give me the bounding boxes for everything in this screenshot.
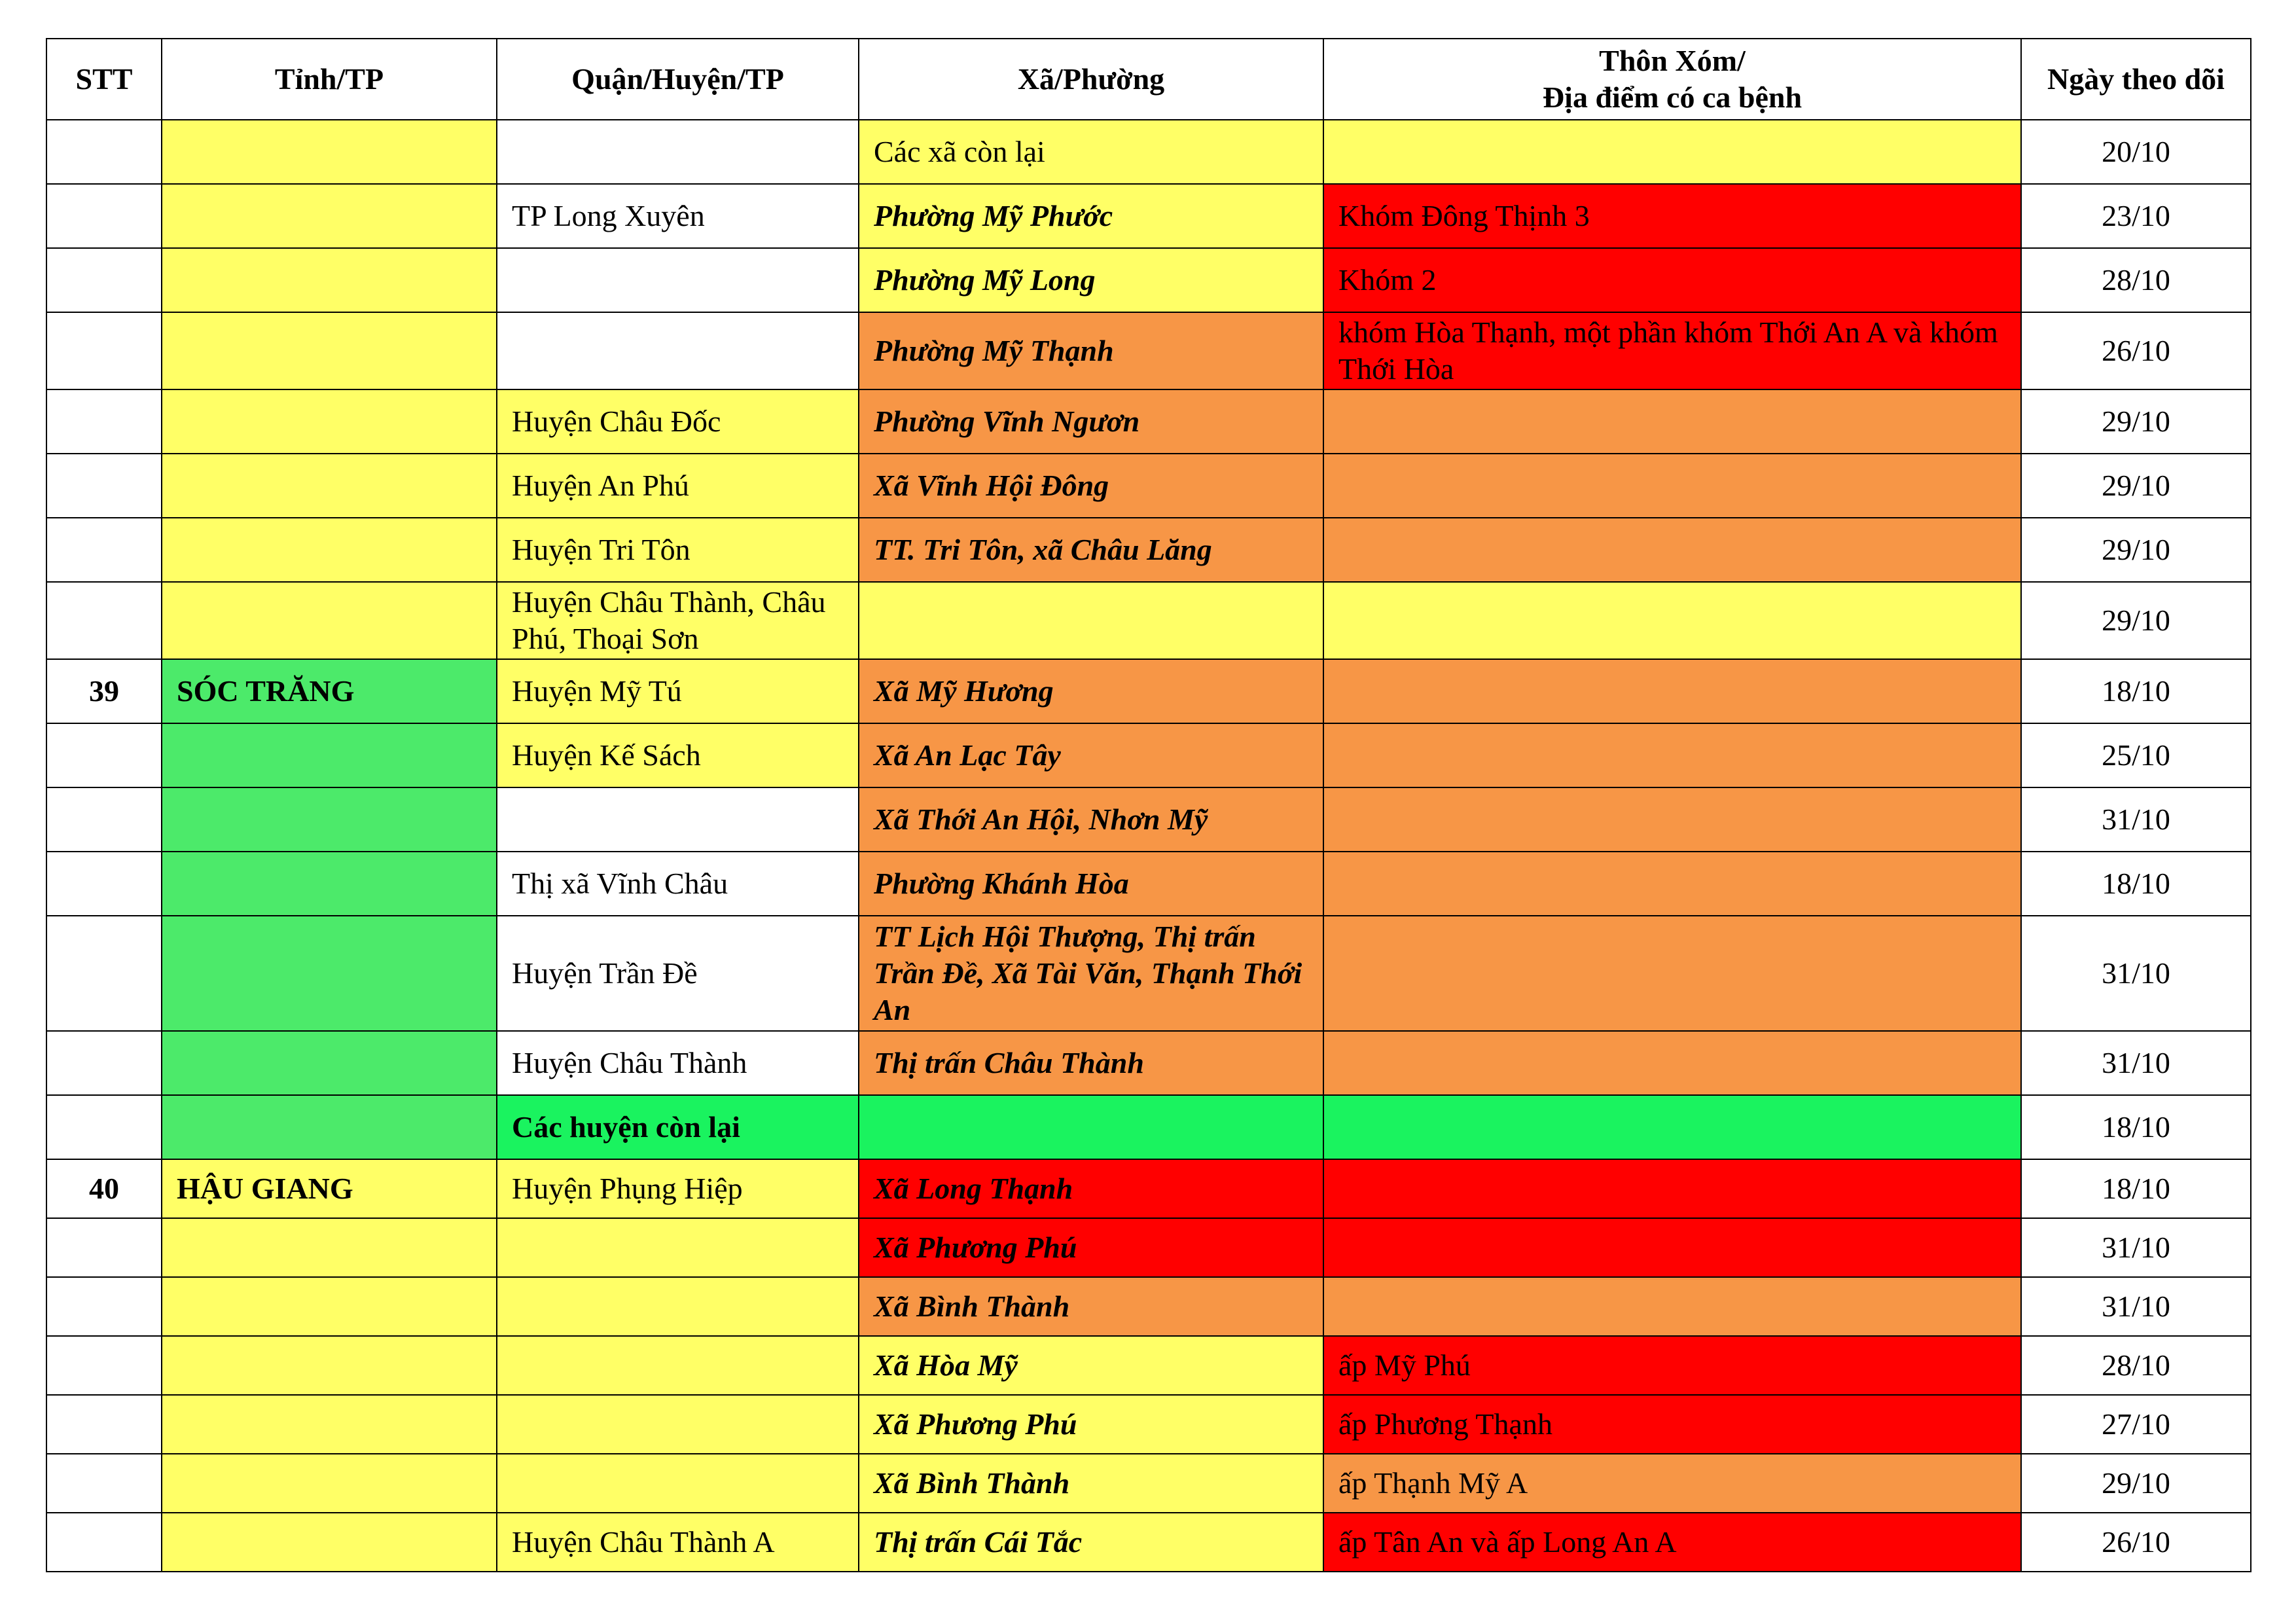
- date-cell: 29/10: [2021, 518, 2251, 582]
- table-row: [46, 518, 2251, 582]
- ward-cell: Xã Phương Phú: [859, 1395, 1323, 1454]
- table-row: [46, 659, 2251, 723]
- hamlet-cell: [1323, 1031, 2021, 1095]
- province-cell: [162, 1031, 497, 1095]
- province-cell: [162, 787, 497, 852]
- district-cell: Huyện Châu Thành A: [497, 1513, 859, 1572]
- ward-cell: TT. Tri Tôn, xã Châu Lăng: [859, 518, 1323, 582]
- district-cell: Huyện Phụng Hiệp: [497, 1159, 859, 1218]
- province-cell: [162, 184, 497, 248]
- hamlet-cell: [1323, 787, 2021, 852]
- stt-cell: [46, 312, 162, 389]
- district-cell: [497, 120, 859, 184]
- table-row: [46, 1513, 2251, 1572]
- province-cell: [162, 1454, 497, 1513]
- table-row: [46, 852, 2251, 916]
- hamlet-cell: ấp Thạnh Mỹ A: [1323, 1454, 2021, 1513]
- hamlet-cell: Khóm Đông Thịnh 3: [1323, 184, 2021, 248]
- table-row: [46, 1218, 2251, 1277]
- date-cell: 31/10: [2021, 1277, 2251, 1336]
- hamlet-cell: Khóm 2: [1323, 248, 2021, 312]
- hamlet-cell: [1323, 723, 2021, 787]
- hamlet-cell: ấp Mỹ Phú: [1323, 1336, 2021, 1395]
- table-row: [46, 454, 2251, 518]
- table-row: [46, 184, 2251, 248]
- table-row: [46, 389, 2251, 454]
- stt-cell: [46, 1095, 162, 1159]
- province-cell: [162, 1395, 497, 1454]
- table-row: [46, 120, 2251, 184]
- table-row: [46, 787, 2251, 852]
- ward-cell: [859, 1095, 1323, 1159]
- date-cell: 31/10: [2021, 787, 2251, 852]
- province-cell: [162, 916, 497, 1031]
- ward-cell: Các xã còn lại: [859, 120, 1323, 184]
- hamlet-cell: [1323, 582, 2021, 659]
- province-cell: SÓC TRĂNG: [162, 659, 497, 723]
- date-cell: 20/10: [2021, 120, 2251, 184]
- ward-cell: Xã Bình Thành: [859, 1454, 1323, 1513]
- hamlet-cell: [1323, 1159, 2021, 1218]
- district-cell: Huyện Trần Đề: [497, 916, 859, 1031]
- district-cell: Huyện Tri Tôn: [497, 518, 859, 582]
- province-cell: [162, 1277, 497, 1336]
- risk-level-table: [46, 38, 2251, 1572]
- province-cell: [162, 312, 497, 389]
- stt-cell: [46, 1336, 162, 1395]
- stt-cell: [46, 1513, 162, 1572]
- province-cell: [162, 1513, 497, 1572]
- ward-cell: Phường Mỹ Thạnh: [859, 312, 1323, 389]
- district-cell: [497, 312, 859, 389]
- date-cell: 26/10: [2021, 312, 2251, 389]
- stt-cell: [46, 120, 162, 184]
- table-row: [46, 1454, 2251, 1513]
- district-cell: [497, 1336, 859, 1395]
- stt-cell: [46, 1218, 162, 1277]
- district-cell: [497, 1395, 859, 1454]
- table-row: [46, 916, 2251, 1031]
- province-cell: [162, 723, 497, 787]
- ward-cell: Xã Hòa Mỹ: [859, 1336, 1323, 1395]
- stt-cell: [46, 518, 162, 582]
- table-row: [46, 312, 2251, 389]
- date-cell: 23/10: [2021, 184, 2251, 248]
- table-row: [46, 582, 2251, 659]
- district-cell: TP Long Xuyên: [497, 184, 859, 248]
- date-cell: 18/10: [2021, 1159, 2251, 1218]
- header-ward: Xã/Phường: [859, 39, 1323, 120]
- district-cell: Huyện An Phú: [497, 454, 859, 518]
- province-cell: [162, 1095, 497, 1159]
- stt-cell: [46, 787, 162, 852]
- stt-cell: [46, 1277, 162, 1336]
- district-cell: Các huyện còn lại: [497, 1095, 859, 1159]
- table-row: [46, 1395, 2251, 1454]
- date-cell: 27/10: [2021, 1395, 2251, 1454]
- district-cell: [497, 1454, 859, 1513]
- header-stt: STT: [46, 39, 162, 120]
- table-row: [46, 723, 2251, 787]
- ward-cell: Xã Vĩnh Hội Đông: [859, 454, 1323, 518]
- ward-cell: Phường Mỹ Long: [859, 248, 1323, 312]
- province-cell: [162, 120, 497, 184]
- table-row: [46, 1159, 2251, 1218]
- ward-cell: Xã An Lạc Tây: [859, 723, 1323, 787]
- date-cell: 29/10: [2021, 454, 2251, 518]
- hamlet-cell: [1323, 120, 2021, 184]
- table-row: [46, 1336, 2251, 1395]
- province-cell: [162, 454, 497, 518]
- date-cell: 29/10: [2021, 389, 2251, 454]
- district-cell: [497, 1277, 859, 1336]
- date-cell: 31/10: [2021, 916, 2251, 1031]
- district-cell: Huyện Châu Thành, Châu Phú, Thoại Sơn: [497, 582, 859, 659]
- ward-cell: [859, 582, 1323, 659]
- date-cell: 18/10: [2021, 659, 2251, 723]
- hamlet-cell: ấp Tân An và ấp Long An A: [1323, 1513, 2021, 1572]
- province-cell: [162, 389, 497, 454]
- hamlet-cell: [1323, 1277, 2021, 1336]
- province-cell: HẬU GIANG: [162, 1159, 497, 1218]
- hamlet-cell: ấp Phương Thạnh: [1323, 1395, 2021, 1454]
- stt-cell: [46, 454, 162, 518]
- date-cell: 26/10: [2021, 1513, 2251, 1572]
- date-cell: 28/10: [2021, 248, 2251, 312]
- ward-cell: Phường Khánh Hòa: [859, 852, 1323, 916]
- district-cell: Huyện Kế Sách: [497, 723, 859, 787]
- district-cell: [497, 1218, 859, 1277]
- stt-cell: [46, 582, 162, 659]
- ward-cell: Xã Bình Thành: [859, 1277, 1323, 1336]
- header-hamlet-line2: Địa điểm có ca bệnh: [1542, 81, 1803, 114]
- province-cell: [162, 248, 497, 312]
- date-cell: 18/10: [2021, 852, 2251, 916]
- hamlet-cell: [1323, 518, 2021, 582]
- ward-cell: Xã Mỹ Hương: [859, 659, 1323, 723]
- header-province: Tỉnh/TP: [162, 39, 497, 120]
- hamlet-cell: khóm Hòa Thạnh, một phần khóm Thới An A và khóm Thới Hòa: [1323, 312, 2021, 389]
- stt-cell: [46, 1395, 162, 1454]
- date-cell: 25/10: [2021, 723, 2251, 787]
- hamlet-cell: [1323, 454, 2021, 518]
- stt-cell: 39: [46, 659, 162, 723]
- table-row: [46, 1277, 2251, 1336]
- province-cell: [162, 582, 497, 659]
- date-cell: 18/10: [2021, 1095, 2251, 1159]
- date-cell: 29/10: [2021, 582, 2251, 659]
- table-row: [46, 1095, 2251, 1159]
- stt-cell: [46, 1454, 162, 1513]
- ward-cell: Phường Vĩnh Ngươn: [859, 389, 1323, 454]
- ward-cell: Thị trấn Châu Thành: [859, 1031, 1323, 1095]
- ward-cell: Phường Mỹ Phước: [859, 184, 1323, 248]
- province-cell: [162, 1336, 497, 1395]
- province-cell: [162, 852, 497, 916]
- district-cell: Huyện Mỹ Tú: [497, 659, 859, 723]
- province-cell: [162, 1218, 497, 1277]
- hamlet-cell: [1323, 389, 2021, 454]
- stt-cell: 40: [46, 1159, 162, 1218]
- header-hamlet-line1: Thôn Xóm/: [1599, 44, 1746, 77]
- ward-cell: Xã Phương Phú: [859, 1218, 1323, 1277]
- hamlet-cell: [1323, 659, 2021, 723]
- ward-cell: Thị trấn Cái Tắc: [859, 1513, 1323, 1572]
- ward-cell: Xã Long Thạnh: [859, 1159, 1323, 1218]
- date-cell: 29/10: [2021, 1454, 2251, 1513]
- header-hamlet: [1323, 39, 2021, 120]
- stt-cell: [46, 723, 162, 787]
- hamlet-cell: [1323, 1218, 2021, 1277]
- hamlet-cell: [1323, 916, 2021, 1031]
- header-date: Ngày theo dõi: [2021, 39, 2251, 120]
- district-cell: Thị xã Vĩnh Châu: [497, 852, 859, 916]
- district-cell: Huyện Châu Đốc: [497, 389, 859, 454]
- date-cell: 31/10: [2021, 1218, 2251, 1277]
- stt-cell: [46, 389, 162, 454]
- stt-cell: [46, 184, 162, 248]
- hamlet-cell: [1323, 852, 2021, 916]
- table-row: [46, 248, 2251, 312]
- date-cell: 28/10: [2021, 1336, 2251, 1395]
- header-row: [46, 39, 2251, 120]
- district-cell: [497, 248, 859, 312]
- header-district: Quận/Huyện/TP: [497, 39, 859, 120]
- province-cell: [162, 518, 497, 582]
- date-cell: 31/10: [2021, 1031, 2251, 1095]
- table-row: [46, 1031, 2251, 1095]
- ward-cell: Xã Thới An Hội, Nhơn Mỹ: [859, 787, 1323, 852]
- district-cell: Huyện Châu Thành: [497, 1031, 859, 1095]
- stt-cell: [46, 852, 162, 916]
- stt-cell: [46, 248, 162, 312]
- district-cell: [497, 787, 859, 852]
- stt-cell: [46, 916, 162, 1031]
- stt-cell: [46, 1031, 162, 1095]
- ward-cell: TT Lịch Hội Thượng, Thị trấn Trần Đề, Xã Tài Văn, Thạnh Thới An: [859, 916, 1323, 1031]
- hamlet-cell: [1323, 1095, 2021, 1159]
